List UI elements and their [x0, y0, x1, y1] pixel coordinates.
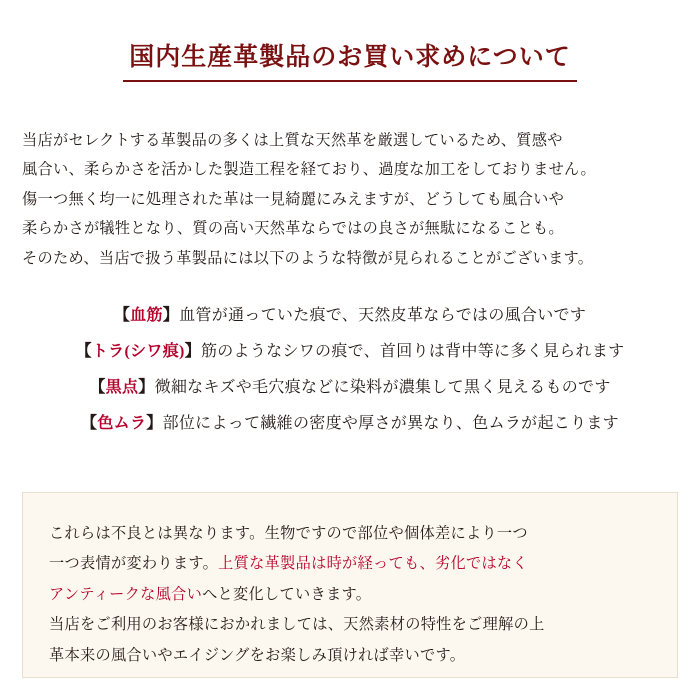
title-container: [0, 0, 700, 99]
feature-tag: [114, 307, 179, 324]
feature-tag: [89, 379, 154, 396]
bracket-open: 【: [89, 378, 106, 396]
note-line: [49, 580, 651, 610]
bracket-close: 】: [138, 378, 155, 396]
bracket-close: 】: [146, 414, 163, 432]
list-item: [0, 298, 700, 334]
feature-tag-label: 色ムラ: [97, 414, 147, 432]
bracket-open: 【: [113, 306, 131, 324]
bracket-open: 【: [75, 342, 92, 360]
feature-description: 筋のようなシワの痕で、首回りは背中等に多く見られます: [200, 342, 625, 360]
feature-description: 血管が通っていた痕で、天然皮革ならではの風合いです: [179, 306, 587, 324]
feature-tag-label: 黒点: [105, 378, 139, 396]
intro-line: 当店がセレクトする革製品の多くは上質な天然革を厳選しているため、質感や: [22, 131, 563, 149]
note-line: 当店をご利用のお客様におかれましては、天然素材の特性をご理解の上: [49, 616, 545, 634]
note-line-highlight: 上質な革製品は時が経っても、劣化ではなく: [218, 555, 528, 573]
note-line: [49, 549, 651, 579]
list-item: [0, 370, 700, 406]
intro-line: 柔らかさが犠牲となり、質の高い天然革ならではの良さが無駄になることも。: [22, 220, 564, 238]
note-line-plain: へと変化していきます。: [202, 585, 372, 603]
intro-line: 風合い、柔らかさを活かした製造工程を経ており、過度な加工をしておりません。: [22, 161, 596, 179]
intro-line: そのため、当店で扱う革製品には以下のような特徴が見られることがございます。: [22, 250, 594, 268]
page-title: 国内生産革製品のお買い求めについて: [123, 43, 577, 82]
note-text: [23, 493, 677, 671]
bracket-close: 】: [184, 342, 201, 360]
list-item: [0, 334, 700, 370]
feature-description: 部位によって繊維の密度や厚さが異なり、色ムラが起こります: [162, 414, 619, 432]
feature-tag: [81, 415, 163, 432]
feature-list: [0, 298, 700, 442]
feature-tag-label: 血筋: [130, 306, 163, 324]
bracket-close: 】: [162, 306, 180, 324]
note-line-plain: 一つ表情が変わります。: [49, 555, 219, 573]
note-box: [22, 492, 678, 678]
bracket-open: 【: [81, 414, 98, 432]
note-line-highlight: アンティークな風合い: [49, 585, 203, 603]
feature-tag: [76, 343, 201, 360]
intro-paragraph: [22, 126, 678, 274]
list-item: [0, 406, 700, 442]
intro-line: 傷一つ無く均一に処理された革は一見綺麗にみえますが、どうしても風合いや: [22, 190, 565, 208]
feature-tag-label: トラ(シワ痕): [91, 342, 185, 360]
note-line: これらは不良とは異なります。生物ですので部位や個体差により一つ: [49, 525, 528, 542]
note-line: 革本来の風合いやエイジングをお楽しみ頂ければ幸いです。: [49, 646, 466, 664]
feature-description: 微細なキズや毛穴痕などに染料が濃集して黒く見えるものです: [154, 378, 611, 396]
